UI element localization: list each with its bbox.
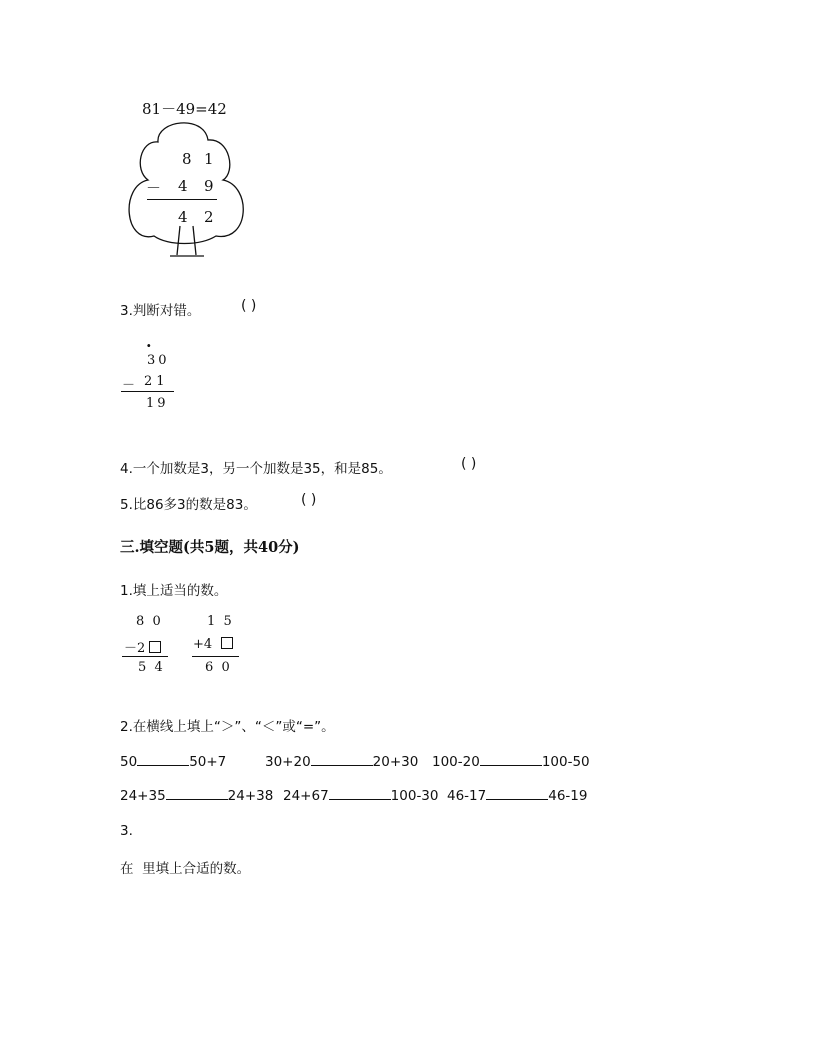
compare-4-left: 24+35 (120, 788, 166, 804)
compare-row-1c (432, 754, 590, 770)
tree-mid-digit-2: 9 (204, 177, 214, 195)
fill-3-number: 3. (120, 823, 133, 839)
compare-5-blank[interactable] (329, 788, 391, 800)
fill-1b-answer-box[interactable] (221, 637, 233, 649)
compare-2-blank[interactable] (311, 754, 373, 766)
compare-4-right: 24+38 (227, 788, 274, 804)
question-5-answer-paren[interactable]: ( ) (301, 492, 317, 508)
fill-1a-operand-text: －2 (124, 641, 146, 656)
fill-1a-result: 5 4 (138, 660, 163, 675)
compare-row-1 (120, 754, 226, 770)
tree-mid-digit-1: 4 (178, 177, 188, 195)
tree-sum-line (147, 199, 217, 200)
compare-6-left: 46-17 (447, 788, 487, 804)
compare-row-2b (283, 788, 439, 804)
compare-1-blank[interactable] (137, 754, 189, 766)
q3-result: 19 (146, 396, 169, 411)
compare-3-right: 100-50 (541, 754, 590, 770)
fill-1a-top: 8 0 (136, 614, 161, 629)
compare-2-right: 20+30 (372, 754, 419, 770)
tree-result-digit-1: 4 (178, 208, 188, 226)
section-3-title: 三.填空题(共5题，共40分) (120, 539, 300, 556)
q3-sum-line (121, 391, 174, 392)
question-4-answer-paren[interactable]: ( ) (461, 456, 477, 472)
compare-row-2c (447, 788, 587, 804)
compare-row-1b (265, 754, 418, 770)
fill-3-text: 在 里填上合适的数。 (120, 861, 251, 877)
compare-5-right: 100-30 (390, 788, 439, 804)
question-3-text: 3.判断对错。 (120, 303, 201, 319)
tree-result-digit-2: 2 (204, 208, 214, 226)
fill-2-text: 2.在横线上填上“＞”、“＜”或“=”。 (120, 719, 335, 735)
compare-5-left: 24+67 (283, 788, 329, 804)
compare-6-blank[interactable] (486, 788, 548, 800)
q3-subtrahend: 21 (144, 374, 169, 389)
compare-1-left: 50 (120, 754, 138, 770)
compare-1-right: 50+7 (189, 754, 227, 770)
fill-1a-answer-box[interactable] (149, 641, 161, 653)
tree-operator: － (146, 179, 162, 197)
question-5-text: 5.比86多3的数是83。 (120, 497, 257, 513)
compare-2-left: 30+20 (265, 754, 311, 770)
compare-4-blank[interactable] (166, 788, 228, 800)
q3-operator: － (122, 378, 136, 393)
fill-1b-operand (193, 637, 233, 652)
fill-1b-result: 6 0 (205, 660, 230, 675)
compare-3-blank[interactable] (480, 754, 542, 766)
fill-1b-sum-line (192, 656, 239, 657)
fill-1-text: 1.填上适当的数。 (120, 583, 228, 599)
fill-1b-operand-text: +4 (193, 637, 213, 652)
carry-dot: · (146, 336, 152, 355)
fill-1a-operand (124, 637, 161, 656)
fill-1b-top: 1 5 (207, 614, 232, 629)
tree-top-digit-2: 1 (204, 150, 214, 168)
compare-6-right: 46-19 (548, 788, 588, 804)
question-3-answer-paren[interactable]: ( ) (241, 298, 257, 314)
compare-row-2 (120, 788, 273, 804)
q3-minuend: 30 (147, 353, 170, 368)
fill-1a-sum-line (122, 656, 168, 657)
tree-top-digit-1: 8 (182, 150, 192, 168)
tree-equation: 81－49=42 (142, 100, 227, 118)
compare-3-left: 100-20 (432, 754, 480, 770)
question-4-text: 4.一个加数是3，另一个加数是35，和是85。 (120, 461, 392, 477)
